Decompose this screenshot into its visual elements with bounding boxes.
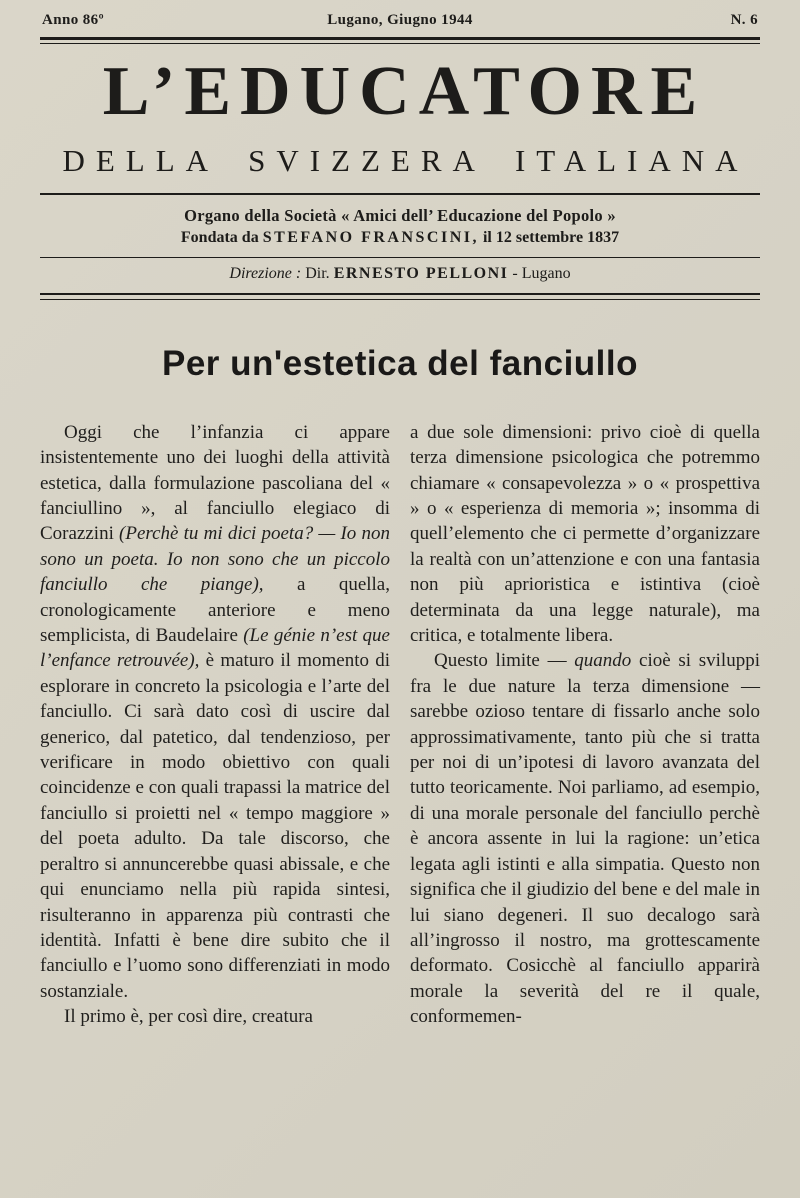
masthead bbox=[40, 12, 760, 300]
founder-name: STEFANO FRANSCINI, bbox=[262, 228, 479, 246]
founded-prefix: Fondata da bbox=[180, 228, 263, 246]
article-paragraph bbox=[40, 1004, 390, 1029]
direction-prefix: Dir. bbox=[301, 264, 334, 282]
article-columns bbox=[40, 420, 760, 1030]
article-paragraph bbox=[410, 420, 760, 649]
text-run: Il primo è, per così dire, creatura bbox=[64, 1006, 313, 1028]
column-left bbox=[40, 420, 390, 1030]
publication-subtitle: DELLA SVIZZERA ITALIANA bbox=[62, 142, 749, 178]
issue-number: N. 6 bbox=[730, 12, 758, 28]
direction-label: Direzione : bbox=[229, 264, 302, 282]
direction-line bbox=[40, 265, 760, 283]
text-run: a due sole dimensioni: privo cioè di quella terza dimensione psicologica che potremmo chiamare « consapevolezza » o « prospettiva » o « esperienza di memoria »; insomma di quell’elemento che ci permette d’organizzare la realtà con un’attenzione e con una fantasia non più aprioristica e istintiva (cioè determinata da una legge naturale), ma critica, e totalmente libera. bbox=[410, 421, 760, 647]
text-run-italic: (Perchè tu mi dici poeta? — Io non sono un poeta. Io non sono che un piccolo fanciullo che piange), bbox=[40, 523, 390, 596]
text-run: è maturo il momento di esplorare in concreto la psicologia e l’arte del fanciullo. Ci sarà dato così di uscire dal generico, dal patetico, dal tendenzioso, per verificare in modo obiettivo con quali coincidenze e con quali trapassi la matrice del fanciullo si proietti nel « tempo maggiore » del poeta adulto. Da tale discorso, che peraltro si annuncerebbe quasi abissale, e che qui enunciamo nella più rapida sintesi, risulteranno in apparenza più contrasti che identità. Infatti è bene dire subito che il fanciullo e l’uomo sono differenziati in modo sostanziale. bbox=[40, 650, 391, 1002]
double-rule-bottom bbox=[40, 293, 760, 300]
volume-label: Anno 86º bbox=[42, 12, 104, 28]
article-paragraph bbox=[40, 420, 390, 1004]
rule-under-subtitle bbox=[40, 193, 760, 195]
text-run: cioè si sviluppi fra le due nature la terza dimensione — sarebbe ozioso tentare di fissarlo anche solo approssimativamente, tanto più che si tratta per noi di un’ipotesi di lavoro avanzata del tutto teoricamente. Noi parliamo, ad esempio, di una morale personale del fanciullo perchè è ancora assente in lui la ragione: un’etica legata agli istinti e alla simpatia. Questo non significa che il giudizio del bene e del male in lui siano degeneri. Il suo decalogo sarà all’ingrosso il nostro, ma grottescamente deformato. Cosicchè al fanciullo apparirà morale la severità del re il quale, conformemen- bbox=[410, 650, 760, 1028]
organ-line: Organo della Società « Amici dell’ Educazione del Popolo » bbox=[184, 205, 616, 225]
article bbox=[40, 344, 760, 1030]
publication-title: L’EDUCATORE bbox=[102, 53, 707, 130]
founded-suffix: il 12 settembre 1837 bbox=[478, 228, 620, 246]
founded-line bbox=[40, 229, 760, 247]
text-run: Questo limite — bbox=[434, 650, 575, 672]
text-run-italic: (Le génie n’est que l’enfance retrouvée), bbox=[40, 625, 390, 672]
text-run: a quella, cronologicamente anteriore e meno semplicista, di Baudelaire bbox=[40, 574, 390, 647]
rule-under-founded bbox=[40, 257, 760, 258]
double-rule-top bbox=[40, 37, 760, 44]
article-title: Per un'estetica del fanciullo bbox=[161, 343, 638, 383]
text-run-italic: quando bbox=[574, 650, 632, 672]
direction-suffix: - Lugano bbox=[508, 264, 571, 282]
article-paragraph bbox=[410, 648, 760, 1029]
director-name: ERNESTO PELLONI bbox=[333, 264, 509, 282]
column-right bbox=[410, 420, 760, 1030]
issue-line bbox=[40, 12, 760, 29]
date-label: Lugano, Giugno 1944 bbox=[327, 12, 473, 28]
text-run: Oggi che l’infanzia ci appare insistentemente uno dei luoghi della attività estetica, dalla formulazione pascoliana del « fanciullino », al fanciullo elegiaco di Corazzini bbox=[40, 421, 390, 545]
